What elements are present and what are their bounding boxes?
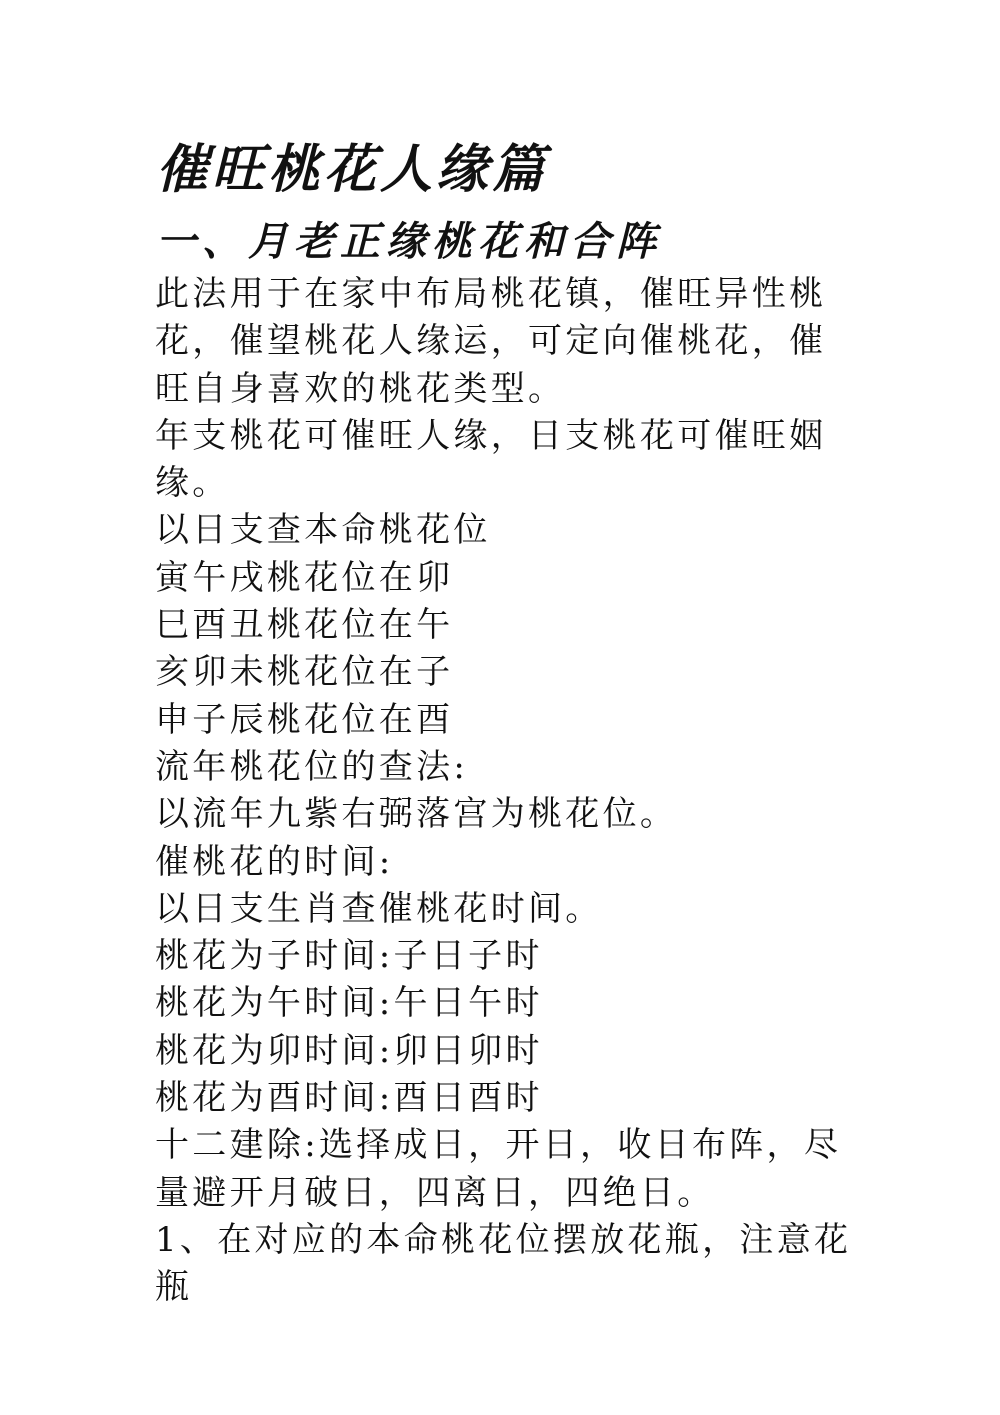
paragraph: 以流年九紫右弼落宫为桃花位。 [155, 794, 678, 835]
body-text [155, 271, 855, 1312]
paragraph: 1、在对应的本命桃花位摆放花瓶，注意花瓶 [155, 1219, 852, 1308]
paragraph: 以日支查本命桃花位 [155, 510, 491, 551]
paragraph: 桃花为酉时间:酉日酉时 [155, 1078, 543, 1119]
paragraph: 桃花为午时间:午日午时 [155, 983, 543, 1024]
paragraph: 申子辰桃花位在酉 [155, 699, 454, 740]
paragraph: 寅午戌桃花位在卯 [155, 557, 454, 598]
paragraph: 桃花为卯时间:卯日卯时 [155, 1030, 543, 1071]
paragraph: 亥卯未桃花位在子 [155, 652, 454, 693]
document-title: 催旺桃花人缘篇 [156, 139, 549, 200]
paragraph: 十二建除:选择成日，开日，收日布阵，尽量避开月破日，四离日，四绝日。 [155, 1125, 842, 1213]
paragraph: 流年桃花位的查法: [155, 746, 469, 787]
paragraph: 以日支生肖查催桃花时间。 [155, 888, 603, 929]
paragraph: 巳酉丑桃花位在午 [155, 605, 454, 646]
section-heading: 一、月老正缘桃花和合阵 [156, 218, 662, 265]
paragraph: 此法用于在家中布局桃花镇，催旺异性桃花，催望桃花人缘运，可定向催桃花，催旺自身喜欢的桃花类型。 [155, 274, 827, 409]
paragraph: 年支桃花可催旺人缘，日支桃花可催旺姻缘。 [155, 415, 827, 504]
paragraph: 催桃花的时间: [155, 841, 394, 882]
paragraph: 桃花为子时间:子日子时 [155, 936, 543, 977]
